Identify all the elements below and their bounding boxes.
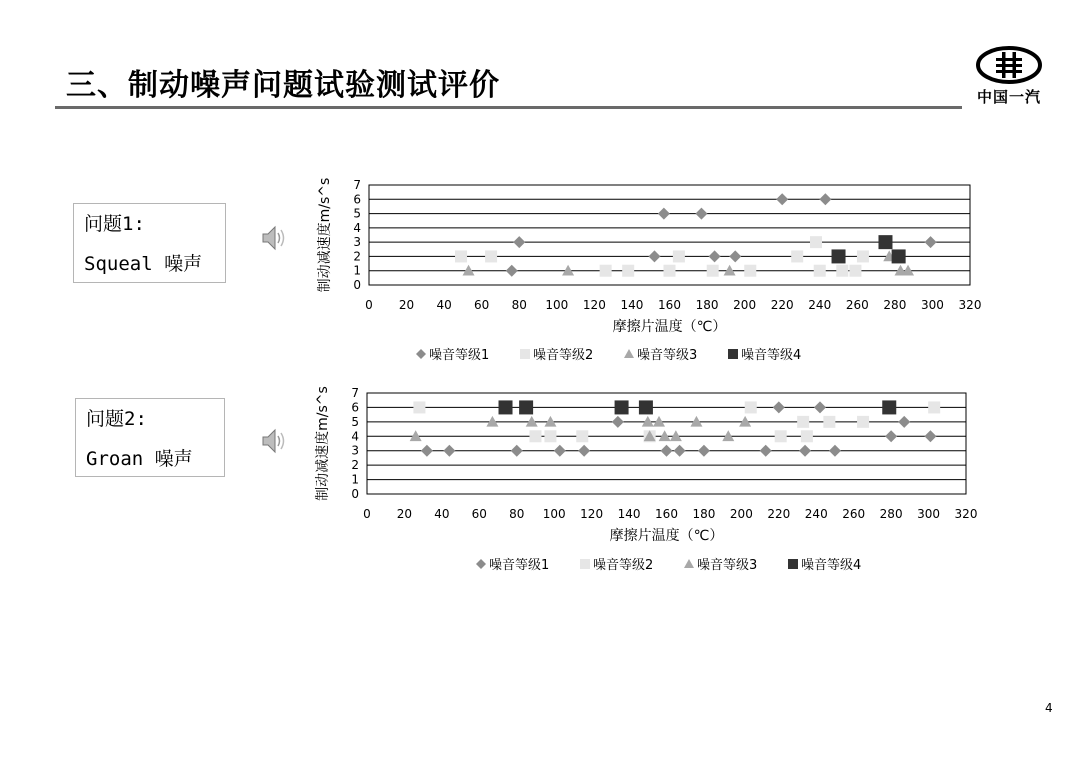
x-tick-label: 280 [879,507,903,521]
x-tick-label: 300 [920,298,944,312]
y-tick-label: 6 [353,192,361,207]
legend-marker [684,559,694,568]
legend-label: 噪音等级3 [637,348,698,363]
data-point [642,416,654,427]
legend-label: 噪音等级4 [741,348,802,363]
x-axis-label: 摩擦片温度（℃） [609,528,724,544]
data-point [882,400,896,414]
y-tick-label: 5 [353,206,361,221]
y-tick-label: 0 [353,278,361,292]
y-tick-label: 1 [351,472,359,487]
data-point [799,445,811,457]
y-tick-label: 3 [351,443,359,458]
x-tick-label: 0 [363,507,371,521]
x-tick-label: 200 [729,507,753,521]
data-point [745,401,757,413]
legend-label: 噪音等级1 [489,558,550,573]
legend-label: 噪音等级1 [429,348,490,363]
y-tick-label: 0 [351,487,359,501]
data-point [653,416,665,427]
x-tick-label: 60 [474,298,490,312]
x-tick-label: 100 [542,507,566,521]
data-point [670,430,682,441]
x-tick-label: 140 [617,507,641,521]
logo-text: 中国一汽 [976,88,1041,106]
data-point [739,416,751,427]
x-tick-label: 20 [396,507,413,521]
series-level-1 [421,401,937,456]
legend-marker [580,559,590,569]
data-point [722,430,734,441]
x-tick-label: 40 [434,507,450,521]
x-tick-label: 100 [545,298,569,312]
y-tick-label: 4 [353,220,361,235]
x-tick-label: 180 [692,507,716,521]
y-tick-label: 7 [351,386,359,400]
data-point [526,416,538,427]
page-number: 4 [1045,701,1053,715]
x-tick-label: 20 [398,298,415,312]
data-point [615,400,629,414]
x-tick-label: 200 [733,298,757,312]
problem-1-noise: Squeal 噪声 [84,253,203,275]
y-tick-label: 1 [353,263,361,278]
data-point [773,401,785,413]
x-tick-label: 280 [883,298,907,312]
data-point [775,430,787,442]
x-tick-label: 260 [842,507,866,521]
data-point [698,445,710,457]
data-point [885,430,897,442]
data-point [554,445,566,457]
data-point [443,445,455,457]
x-tick-label: 220 [770,298,794,312]
data-point [924,430,936,442]
data-point [486,416,498,427]
data-point [760,445,772,457]
data-point [413,401,425,413]
y-tick-label: 2 [351,458,359,473]
legend-marker [476,559,486,569]
data-point [578,445,590,457]
x-axis-label: 摩擦片温度（℃） [612,319,727,335]
data-point [928,401,940,413]
data-point [421,445,433,457]
x-tick-label: 160 [655,507,678,521]
legend-marker [788,559,798,569]
x-tick-label: 60 [471,507,487,521]
data-point [544,416,556,427]
data-point [814,401,826,413]
x-tick-label: 220 [767,507,791,521]
data-point [829,445,841,457]
data-point [690,416,702,427]
legend-label: 噪音等级3 [697,558,758,573]
x-tick-label: 140 [620,298,644,312]
data-point [544,430,556,442]
y-tick-label: 7 [353,178,361,192]
data-point [499,400,513,414]
data-point [639,400,653,414]
y-axis-label: 制动减速度m/s^s [315,386,331,501]
plot-area [367,393,966,494]
problem-2-noise: Groan 噪声 [86,448,193,470]
y-tick-label: 6 [351,400,359,415]
page-title: 三、制动噪声问题试验测试评价 [66,68,500,103]
data-point [898,416,910,428]
data-point [857,416,869,428]
data-point [797,416,809,428]
data-point [823,416,835,428]
data-point [674,445,686,457]
data-point [410,430,422,441]
x-tick-label: 120 [582,298,606,312]
legend-label: 噪音等级2 [593,558,654,573]
data-point [661,445,673,457]
x-tick-label: 260 [845,298,869,312]
data-point [612,416,624,428]
problem-1-label: 问题1: [84,213,145,235]
x-tick-label: 240 [808,298,832,312]
x-tick-label: 40 [436,298,452,312]
x-tick-label: 80 [509,507,525,521]
y-tick-label: 3 [353,235,361,250]
x-tick-label: 320 [954,507,978,521]
data-point [576,430,588,442]
x-tick-label: 180 [695,298,719,312]
legend-label: 噪音等级2 [533,348,594,363]
x-tick-label: 320 [958,298,982,312]
data-point [801,430,813,442]
x-tick-label: 0 [365,298,373,312]
data-point [519,400,533,414]
x-tick-label: 160 [658,298,681,312]
y-axis-label: 制动减速度m/s^s [317,177,333,293]
data-point [529,430,541,442]
x-tick-label: 120 [580,507,604,521]
problem-2-label: 问题2: [86,408,147,430]
x-tick-label: 240 [804,507,828,521]
data-point [659,430,671,441]
x-tick-label: 300 [917,507,941,521]
y-tick-label: 2 [353,249,361,264]
x-tick-label: 80 [511,298,527,312]
data-point [511,445,523,457]
y-tick-label: 5 [351,414,359,429]
y-tick-label: 4 [351,429,359,444]
legend-label: 噪音等级4 [801,558,862,573]
